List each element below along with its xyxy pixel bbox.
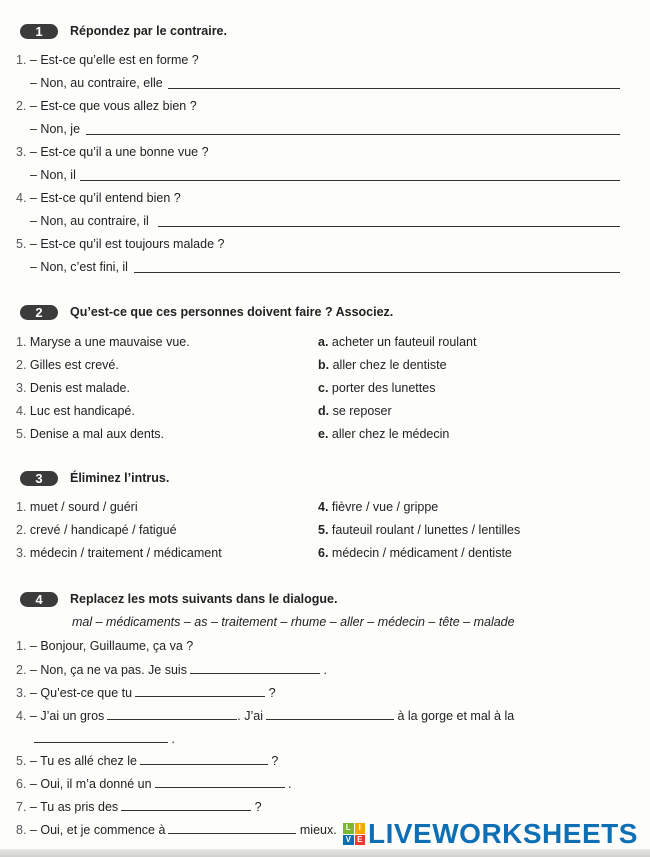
ex4-line-5: 5. – Tu es allé chez le ? [16, 754, 279, 768]
exercise-2-number: 2 [20, 305, 58, 320]
ex2-left-1: 1. Maryse a une mauvaise vue. [16, 335, 190, 349]
ex1-question-2: 2. – Est-ce que vous allez bien ? [16, 99, 197, 113]
exercise-3-title: Éliminez l’intrus. [70, 471, 170, 485]
ex1-answer-4: – Non, au contraire, il [30, 214, 149, 228]
ex3-item-2[interactable]: 2. crevé / handicapé / fatigué [16, 523, 177, 537]
ex2-right-d: d. se reposer [318, 404, 392, 418]
ex4-line-2: 2. – Non, ça ne va pas. Je suis . [16, 663, 327, 677]
ex4-line-7: 7. – Tu as pris des ? [16, 800, 262, 814]
exercise-2-title: Qu’est-ce que ces personnes doivent faire ? Associez. [70, 305, 394, 319]
ex4-line-1: 1. – Bonjour, Guillaume, ça va ? [16, 639, 194, 653]
exercise-1-title: Répondez par le contraire. [70, 24, 227, 38]
ex4-blank-5[interactable] [140, 753, 268, 765]
ex1-question-4: 4. – Est-ce qu’il entend bien ? [16, 191, 181, 205]
ex4-word-bank: mal – médicaments – as – traitement – rhume – aller – médecin – tête – malade [72, 615, 515, 629]
ex3-item-5[interactable]: 5. fauteuil roulant / lunettes / lentilles [318, 523, 521, 537]
ex4-blank-2[interactable] [190, 662, 320, 674]
ex4-line-8: 8. – Oui, et je commence à mieux. [16, 823, 337, 837]
ex4-blank-3[interactable] [135, 685, 265, 697]
ex2-left-5: 5. Denise a mal aux dents. [16, 427, 165, 441]
scan-edge [0, 849, 650, 857]
ex2-right-c: c. porter des lunettes [318, 381, 436, 395]
ex2-left-2: 2. Gilles est crevé. [16, 358, 119, 372]
ex4-line-4-cont: . [34, 731, 175, 746]
ex2-right-e: e. aller chez le médecin [318, 427, 450, 441]
ex1-answer-4-blank[interactable] [158, 226, 620, 227]
ex3-item-4[interactable]: 4. fièvre / vue / grippe [318, 500, 439, 514]
ex4-blank-6[interactable] [155, 776, 285, 788]
ex1-question-1: 1. – Est-ce qu’elle est en forme ? [16, 53, 199, 67]
ex2-right-a: a. acheter un fauteuil roulant [318, 335, 477, 349]
exercise-3-number: 3 [20, 471, 58, 486]
ex4-blank-4b[interactable] [266, 708, 394, 720]
liveworksheets-logo [343, 818, 638, 850]
ex1-answer-5: – Non, c’est fini, il [30, 260, 128, 274]
ex1-answer-2: – Non, je [30, 122, 81, 136]
ex1-answer-3: – Non, il [30, 168, 76, 182]
ex4-blank-8[interactable] [168, 822, 296, 834]
ex1-question-5: 5. – Est-ce qu’il est toujours malade ? [16, 237, 225, 251]
ex4-line-6: 6. – Oui, il m’a donné un . [16, 777, 292, 791]
ex4-blank-7[interactable] [121, 799, 251, 811]
ex4-blank-4a[interactable] [107, 708, 237, 720]
exercise-1-number: 1 [20, 24, 58, 39]
ex4-blank-4c[interactable] [34, 731, 168, 743]
ex1-answer-1-blank[interactable] [168, 88, 620, 89]
ex1-answer-2-blank[interactable] [86, 134, 620, 135]
exercise-4-title: Replacez les mots suivants dans le dialogue. [70, 592, 338, 606]
ex3-item-6[interactable]: 6. médecin / médicament / dentiste [318, 546, 512, 560]
ex2-left-3: 3. Denis est malade. [16, 381, 130, 395]
ex1-question-3: 3. – Est-ce qu’il a une bonne vue ? [16, 145, 209, 159]
ex1-answer-3-blank[interactable] [80, 180, 620, 181]
ex2-left-4: 4. Luc est handicapé. [16, 404, 135, 418]
ex1-answer-5-blank[interactable] [134, 272, 620, 273]
liveworksheets-logo-text: LIVEWORKSHEETS [368, 818, 638, 849]
ex4-line-3: 3. – Qu’est-ce que tu ? [16, 686, 276, 700]
exercise-4-number: 4 [20, 592, 58, 607]
ex4-line-4: 4. – J’ai un gros . J’ai à la gorge et mal à la [16, 709, 515, 723]
ex3-item-3[interactable]: 3. médecin / traitement / médicament [16, 546, 222, 560]
ex3-item-1[interactable]: 1. muet / sourd / guéri [16, 500, 138, 514]
liveworksheets-logo-icon: L I V E [343, 823, 365, 845]
ex2-right-b: b. aller chez le dentiste [318, 358, 447, 372]
ex1-answer-1: – Non, au contraire, elle [30, 76, 163, 90]
